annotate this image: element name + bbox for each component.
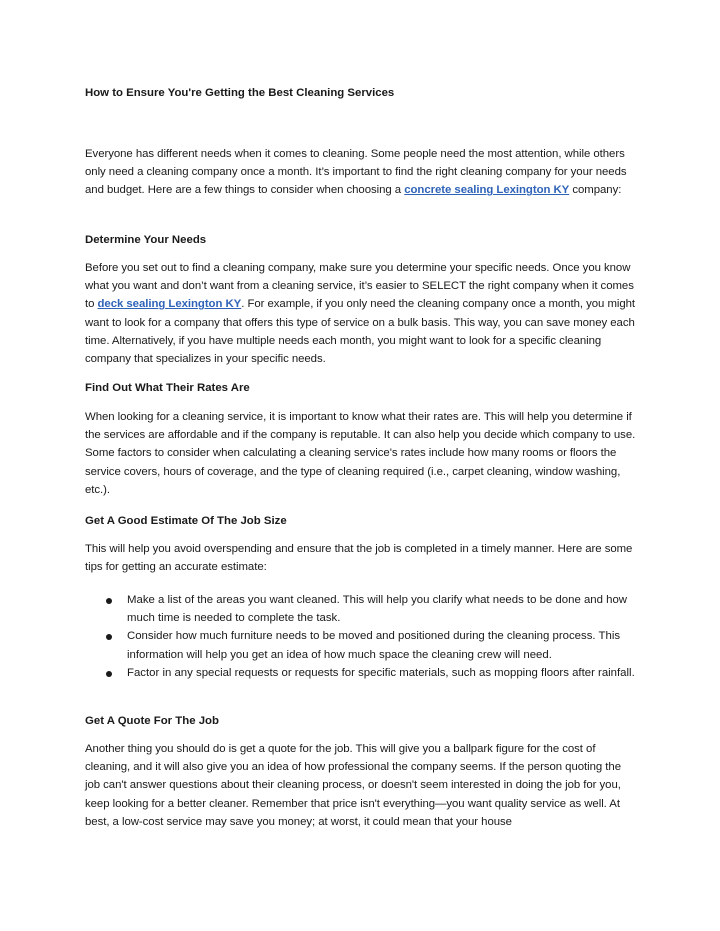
list-item-text: Make a list of the areas you want cleaned. This will help you clarify what needs to be done and how much time is needed to complete the task. (127, 594, 628, 625)
intro-block (85, 145, 637, 200)
deck-sealing-link[interactable]: deck sealing Lexington KY (97, 298, 242, 311)
section-paragraph (85, 259, 637, 368)
section-rates-body (85, 408, 637, 499)
section-quote-body (85, 740, 637, 831)
document-title: How to Ensure You're Getting the Best Cleaning Services (85, 87, 395, 99)
section-determine-needs-body (85, 259, 637, 368)
bullet-icon (106, 634, 112, 640)
section-quote (85, 714, 637, 728)
list-item-text: Factor in any special requests or requests for specific materials, such as mopping floors after rainfall. (127, 666, 635, 679)
section-heading: Get A Good Estimate Of The Job Size (85, 515, 287, 527)
list-item (85, 664, 637, 682)
section-paragraph: When looking for a cleaning service, it is important to know what their rates are. This will help you determine if the services are affordable and if the company is reputable. It can also help you decide which company to use. Some factors to consider when calculating a cleaning service's rates include how many rooms or floors the service covers, hours of coverage, and the type of cleaning required (i.e., carpet cleaning, window washing, etc.). (85, 411, 636, 496)
section-determine-needs (85, 233, 637, 247)
section-paragraph: This will help you avoid overspending and ensure that the job is completed in a timely manner. Here are some tips for getting an accurate estimate: (85, 543, 633, 574)
concrete-sealing-link[interactable]: concrete sealing Lexington KY (404, 184, 570, 197)
section-estimate (85, 514, 637, 528)
bullet-list (85, 591, 637, 682)
section-rates (85, 381, 637, 395)
bullet-icon (106, 598, 112, 604)
section-heading: Get A Quote For The Job (85, 715, 219, 727)
intro-text: Everyone has different needs when it comes to cleaning. Some people need the most attention, while others only need a cleaning company once a month. It’s important to find the right cleaning company for your needs and budget. Here are a few things to consider when choosing a (85, 148, 627, 197)
intro-text-end: company: (569, 184, 622, 197)
list-item (85, 591, 637, 627)
section-heading: Find Out What Their Rates Are (85, 382, 250, 394)
section-estimate-body (85, 540, 637, 576)
bullet-icon (106, 671, 112, 677)
section-text: Before you set out to find a cleaning company, make sure you determine your specific needs. Once you know what you want and don’t want from a cleaning service, it’s easier to SELECT the right company when it comes to (85, 262, 634, 311)
list-item (85, 627, 637, 663)
section-heading: Determine Your Needs (85, 234, 207, 246)
intro-paragraph (85, 145, 637, 200)
estimate-tips (85, 591, 637, 682)
list-item-text: Consider how much furniture needs to be moved and positioned during the cleaning process. This information will help you get an idea of how much space the cleaning crew will need. (127, 630, 621, 661)
section-text-end: . For example, if you only need the cleaning company once a month, you might want to look for a company that offers this type of service on a bulk basis. This way, you can save money each time. Alternatively, if you have multiple needs each month, you might want to look for a specific cleaning company that specializes in your specific needs. (85, 298, 636, 366)
section-paragraph: Another thing you should do is get a quote for the job. This will give you a ballpark figure for the cost of cleaning, and it will also give you an idea of how professional the company seems. If the person quoting the job can't answer questions about their cleaning process, or doesn't seem interested in doing the job for you, keep looking for a better cleaner. Remember that price isn't everything—you want quality service as well. At best, a low-cost service may save you money; at worst, it could mean that your house (85, 743, 621, 828)
